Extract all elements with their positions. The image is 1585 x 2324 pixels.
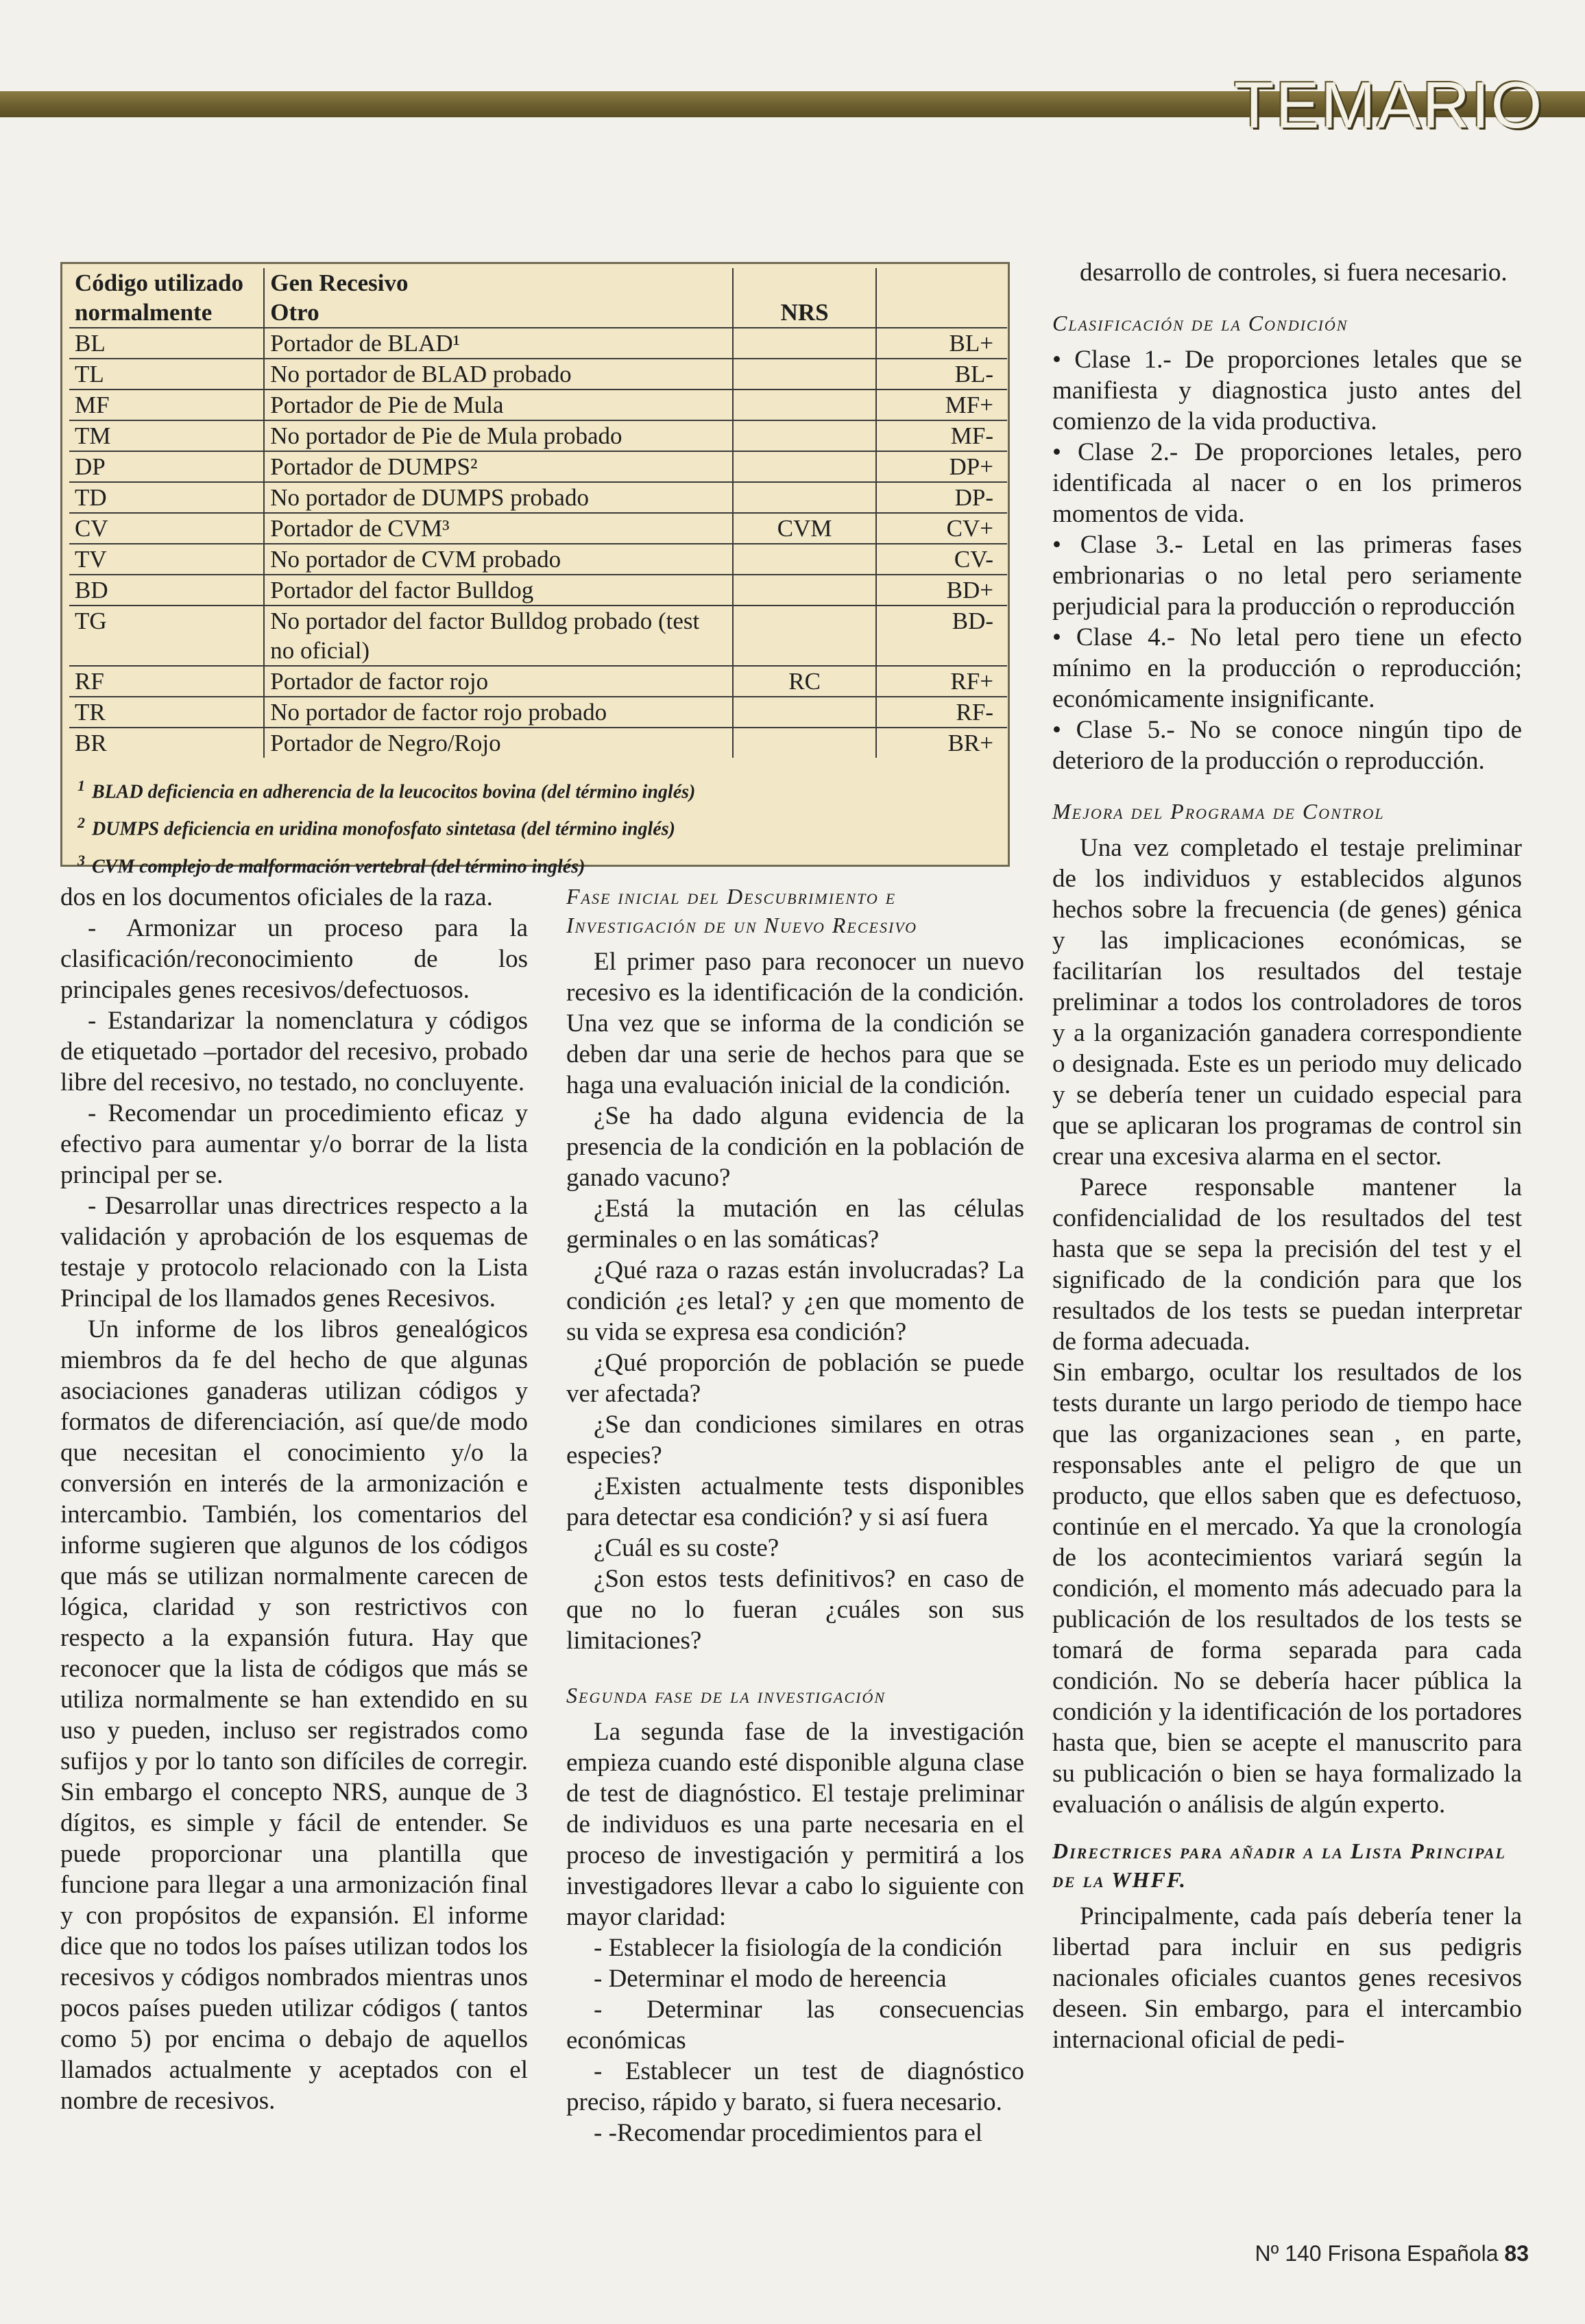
table-cell: CV+ [876,513,1007,544]
question: ¿Se ha dado alguna evidencia de la presencia de la condición en la población de ganado vacuno? [566,1102,1024,1192]
column-header [733,268,877,298]
class-item: • Clase 2.- De proporciones letales, pero identificada al nacer o en los primeros momentos de vida. [1052,438,1522,528]
question: ¿Existen actualmente tests disponibles para detectar esa condición? y si así fuera [566,1472,1024,1531]
column-header [876,298,1007,328]
table-row [69,359,1007,390]
codes-table-box [60,262,1010,877]
section-heading: Fase inicial del Descubrimiento e Investigación de un Nuevo Recesivo [566,884,917,937]
column-middle [566,882,1024,2148]
table-row [69,544,1007,575]
table-cell: MF+ [876,390,1007,420]
table-cell: TD [69,482,264,513]
table-cell: MF- [876,420,1007,451]
table-cell: No portador del factor Bulldog probado (test no oficial) [264,606,732,666]
table-cell [733,544,877,575]
table-row [69,575,1007,606]
table-cell: BL- [876,359,1007,390]
issue-label: Nº 140 Frisona Española [1255,2241,1499,2266]
list-item: - Desarrollar unas directrices respecto a la validación y aprobación de los esquemas de testaje y protocolo relacionado con la Lista Principal de los llamados genes Recesivos. [60,1192,528,1313]
table-row [69,606,1007,666]
paragraph: Sin embargo, ocultar los resultados de los tests durante un largo periodo de tiempo hace que las organizaciones sean , en parte, responsables ante el peligro de que un producto, que ellos saben que es defectuoso, continúe en el mercado. Ya que la cronología de los acontecimientos variará según la condición, el momento más adecuado para la publicación de los resultados de los tests se tomará de forma separada para cada condición. No se debería hacer pública la condición y la identificación de los portadores hasta que, bien se acepte el manuscrito para su publicación o bien se haya formalizado la evaluación o análisis de algún experto. [1052,1358,1522,1819]
class-item: • Clase 1.- De proporciones letales que se manifiesta y diagnostica justo antes del comienzo de la vida productiva. [1052,346,1522,435]
paragraph: Una vez completado el testaje preliminar de los individuos y establecidos algunos hechos sobre la frecuencia (de genes) génica y las implicaciones económicas, se facilitarían los resultados del testaje preliminar a todos los controladores de toros y a la organización ganadera correspondiente o designada. Este es un periodo muy delicado y se debería tener un cuidado especial para que se aplicaran los programas de control sin crear una excesiva alarma en el sector. [1052,834,1522,1171]
table-cell: No portador de factor rojo probado [264,697,732,728]
table-row [69,328,1007,359]
table-cell: TV [69,544,264,575]
section-heading: Directrices para añadir a la Lista Principal de la WHFF. [1052,1838,1506,1892]
table-row [69,451,1007,482]
table-cell: No portador de Pie de Mula probado [264,420,732,451]
table-cell: CVM [733,513,877,544]
question: ¿Qué proporción de población se puede ver afectada? [566,1349,1024,1408]
table-cell [733,420,877,451]
table-cell [733,575,877,606]
column-right [1052,257,1522,2055]
table-cell: CV [69,513,264,544]
column-header: Código utilizado [69,268,264,298]
table-row [69,728,1007,758]
table-cell: BD- [876,606,1007,666]
table-cell: RC [733,666,877,697]
table-cell: Portador de BLAD¹ [264,328,732,359]
list-item: - Determinar el modo de hereencia [594,1965,947,1993]
table-cell: TM [69,420,264,451]
footnote: $^1$ BLAD deficiencia en adherencia de la leucocitos bovina (del término inglés) [77,777,696,803]
paragraph: La segunda fase de la investigación empieza cuando esté disponible alguna clase de test de diagnóstico. El testaje preliminar de individuos es una parte necesaria en el proceso de investigación y permitirá a los investigadores llevar a cabo lo siguiente con mayor claridad: [566,1718,1024,1931]
class-item: • Clase 3.- Letal en las primeras fases embrionarias o no letal pero seriamente perjudicial para la producción o reproducción [1052,531,1522,621]
question: ¿Qué raza o razas están involucradas? La condición ¿es letal? y ¿en que momento de su vida se expresa esa condición? [566,1256,1024,1346]
table-cell [733,328,877,359]
list-item: - Estandarizar la nomenclatura y códigos de etiquetado –portador del recesivo, probado libre del recesivo, no testado, no concluyente. [60,1007,528,1097]
paragraph: El primer paso para reconocer un nuevo recesivo es la identificación de la condición. Una vez que se informa de la condición se deben dar una serie de hechos para que se haga una evaluación inicial de la condición. [566,948,1024,1099]
table-cell [733,728,877,758]
paragraph: Parece responsable mantener la confidencialidad de los resultados del test hasta que se sepa la precisión del test y el significado de la condición para que los resultados de los tests se puedan interpretar de forma adecuada. [1052,1173,1522,1356]
section-heading: Segunda fase de la investigación [566,1683,886,1708]
table-row [69,666,1007,697]
table-cell: MF [69,390,264,420]
table-cell: DP- [876,482,1007,513]
column-left [60,882,528,2116]
class-item: • Clase 5.- No se conoce ningún tipo de deterioro de la producción o reproducción. [1052,716,1522,775]
table-cell: Portador de DUMPS² [264,451,732,482]
page-number: 83 [1504,2241,1529,2266]
table-cell: RF [69,666,264,697]
footnote: $^2$ DUMPS deficiencia en uridina monofosfato sintetasa (del término inglés) [77,814,675,840]
table-cell: Portador de Negro/Rojo [264,728,732,758]
table-cell: BR+ [947,730,993,756]
table-cell: TR [69,697,264,728]
section-title: TEMARIO [1234,69,1544,142]
table-cell: Portador de factor rojo [264,666,732,697]
question: ¿Cuál es su coste? [594,1534,779,1562]
table-cell [733,606,877,666]
section-heading: Mejora del Programa de Control [1052,799,1385,824]
list-item: - Armonizar un proceso para la clasificación/reconocimiento de los principales genes recesivos/defectuosos. [60,914,528,1004]
table-header-row [69,298,1007,328]
table-cell: TG [69,606,264,666]
page-footer [1241,2241,1529,2266]
table-cell: BD+ [876,575,1007,606]
table-cell: No portador de DUMPS probado [264,482,732,513]
table-header-row [69,268,1007,298]
table-row [69,390,1007,420]
table-cell: BL+ [876,328,1007,359]
list-item: - Establecer la fisiología de la condición [594,1934,1002,1962]
table-cell: No portador de CVM probado [264,544,732,575]
table-cell: Portador del factor Bulldog [264,575,732,606]
table-cell: RF- [876,697,1007,728]
paragraph: desarrollo de controles, si fuera necesario. [1080,259,1508,287]
table-row [69,420,1007,451]
table-cell [733,359,877,390]
list-item: - -Recomendar procedimientos para el [594,2119,983,2147]
question: ¿Se dan condiciones similares en otras especies? [566,1411,1024,1470]
class-item: • Clase 4.- No letal pero tiene un efecto mínimo en la producción o reproducción; económicamente insignificante. [1052,623,1522,713]
column-header: Gen Recesivo [264,268,732,298]
paragraph: dos en los documentos oficiales de la raza. [60,883,493,911]
table-row [69,697,1007,728]
paragraph: Principalmente, cada país debería tener la libertad para incluir en sus pedigris nacionales oficiales cuantos genes recesivos deseen. Sin embargo, para el intercambio internacional oficial de pedi- [1052,1902,1522,2054]
table-cell: No portador de BLAD probado [264,359,732,390]
table-cell: Portador de Pie de Mula [264,390,732,420]
section-heading: Clasificación de la Condición [1052,311,1348,335]
footnote: $^3$ CVM complejo de malformación vertebral (del término inglés) [77,851,585,877]
table-row [69,482,1007,513]
table-cell [733,390,877,420]
column-header: normalmente [69,298,264,328]
table-cell [733,482,877,513]
table-cell: Portador de CVM³ [264,513,732,544]
column-header [876,268,1007,298]
table-cell: RF+ [876,666,1007,697]
table-cell [733,697,877,728]
list-item: - Determinar las consecuencias económicas [566,1996,1024,2055]
list-item: - Establecer un test de diagnóstico preciso, rápido y barato, si fuera necesario. [566,2057,1024,2116]
table-footnotes [77,770,996,882]
paragraph: Un informe de los libros genealógicos miembros da fe del hecho de que algunas asociaciones ganaderas utilizan códigos y formatos de diferenciación, así que/de modo que necesitan el conocimiento y/o la conversión en interés de la armonización e intercambio. También, los comentarios del informe sugieren que algunos de los códigos que más se utilizan normalmente carecen de lógica, claridad y son restrictivos con respecto a la expansión futura. Hay que reconocer que la lista de códigos que más se utiliza normalmente se han extendido en su uso y pueden, incluso ser registrados como sufijos y por lo tanto son difíciles de corregir. Sin embargo el concepto NRS, aunque de 3 dígitos, es simple y fácil de entender. Se puede proporcionar una plantilla que funcione para llegar a una armonización final y con propósitos de expansión. El informe dice que no todos los países utilizan todos los recesivos y códigos nombrados mientras unos pocos países pueden utilizar códigos ( tantos como 5) por encima o debajo de aquellos llamados actualmente y aceptados con el nombre de recesivos. [60,1315,528,2115]
question: ¿Son estos tests definitivos? en caso de que no lo fueran ¿cuáles son sus limitaciones? [566,1565,1024,1655]
column-header: NRS [733,298,877,328]
table-cell: BL [69,328,264,359]
column-header: Otro [264,298,732,328]
table-cell: CV- [876,544,1007,575]
recessive-codes-table [69,268,1007,758]
table-row [69,513,1007,544]
table-cell: DP [69,451,264,482]
list-item: - Recomendar un procedimiento eficaz y efectivo para aumentar y/o borrar de la lista principal per se. [60,1099,528,1189]
question: ¿Está la mutación en las células germinales o en las somáticas? [566,1195,1024,1254]
table-cell: DP+ [876,451,1007,482]
table-cell: BR [69,728,264,758]
table-cell: BD [69,575,264,606]
table-cell: TL [69,359,264,390]
table-cell [733,451,877,482]
